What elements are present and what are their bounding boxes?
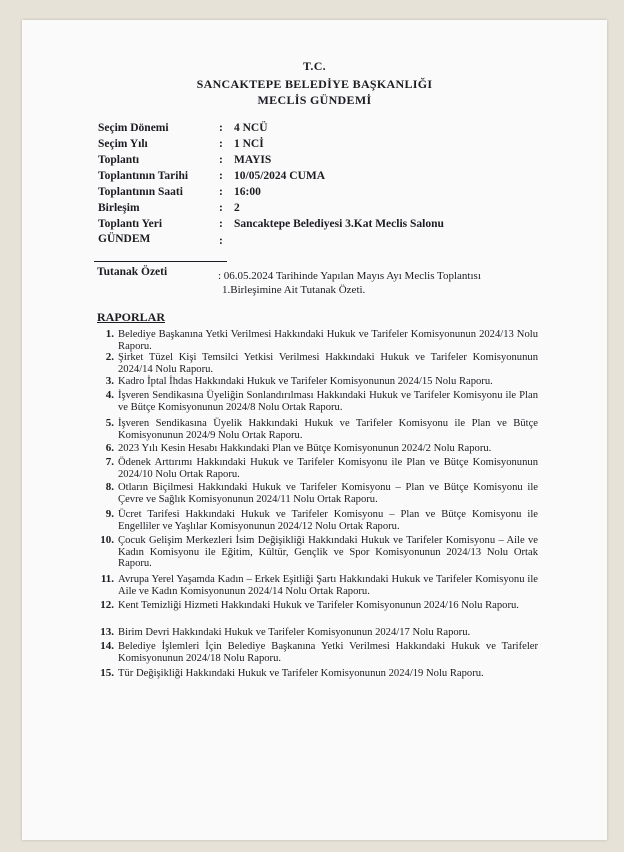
report-number: 5. bbox=[105, 417, 114, 429]
report-text: Kent Temizliği Hizmeti Hakkındaki Hukuk ve Tarifeler Komisyonunun 2024/16 Nolu Raporu. bbox=[118, 600, 519, 611]
document-page bbox=[22, 20, 607, 840]
meta-colon: : bbox=[219, 122, 223, 134]
tutanak-text-continued: 1.Birleşimine Ait Tutanak Özeti. bbox=[222, 284, 366, 296]
meta-label-gundem: GÜNDEM bbox=[98, 233, 151, 245]
meta-colon: : bbox=[219, 170, 223, 182]
tutanak-text: : 06.05.2024 Tarihinde Yapılan Mayıs Ayı Meclis Toplantısı bbox=[218, 270, 481, 282]
meta-value: 1 NCİ bbox=[234, 138, 264, 150]
meta-value: Sancaktepe Belediyesi 3.Kat Meclis Salonu bbox=[234, 218, 444, 230]
report-number: 2. bbox=[105, 351, 114, 363]
report-number: 10. bbox=[100, 534, 114, 546]
report-number: 1. bbox=[105, 328, 114, 340]
report-number: 15. bbox=[100, 667, 114, 679]
meta-colon: : bbox=[219, 235, 223, 247]
report-text: Ödenek Arttırımı Hakkındaki Hukuk ve Tarifeler Komisyonu ile Plan ve Bütçe Komisyonunun 2024/10 Nolu Ortak Raporu. bbox=[118, 457, 538, 480]
report-text: Belediye Başkanına Yetki Verilmesi Hakkındaki Hukuk ve Tarifeler Komisyonunun 2024/13 Nolu Raporu. bbox=[118, 329, 538, 352]
header-agenda-title: MECLİS GÜNDEMİ bbox=[257, 93, 372, 107]
report-number: 14. bbox=[100, 640, 114, 652]
report-number: 4. bbox=[105, 389, 114, 401]
report-number: 8. bbox=[105, 481, 114, 493]
meta-value: 10/05/2024 CUMA bbox=[234, 170, 326, 182]
meta-colon: : bbox=[219, 218, 223, 230]
report-number: 3. bbox=[105, 375, 114, 387]
header-tc: T.C. bbox=[303, 59, 326, 73]
report-text: Ücret Tarifesi Hakkındaki Hukuk ve Tarifeler Komisyonu – Plan ve Bütçe Komisyonu ile Engelliler ve Yaşlılar Komisyonunun 2024/12 Nolu Ortak Raporu. bbox=[118, 509, 538, 532]
report-text: Tür Değişikliği Hakkındaki Hukuk ve Tarifeler Komisyonunun 2024/19 Nolu Raporu. bbox=[118, 668, 484, 679]
report-text: Avrupa Yerel Yaşamda Kadın – Erkek Eşitliği Şartı Hakkındaki Hukuk ve Tarifeler Komisyonu ile Aile ve Kadın Komisyonunun 2024/14 Nolu Ortak Raporu. bbox=[118, 574, 538, 597]
meta-label: Toplantı bbox=[98, 154, 140, 166]
meta-label: Toplantının Saati bbox=[98, 186, 183, 198]
report-number: 13. bbox=[100, 626, 114, 638]
gundem-underline bbox=[94, 261, 227, 262]
meta-colon: : bbox=[219, 138, 223, 150]
meta-label: Toplantının Tarihi bbox=[98, 170, 189, 182]
report-text: İşveren Sendikasına Üyeliğin Sonlandırılması Hakkındaki Hukuk ve Tarifeler Komisyonu ile Plan ve Bütçe Komisyonunun 2024/8 Nolu Ortak Raporu. bbox=[118, 390, 538, 413]
report-number: 6. bbox=[105, 442, 114, 454]
meta-label: Seçim Yılı bbox=[98, 138, 148, 150]
meta-colon: : bbox=[219, 186, 223, 198]
report-text: Belediye İşlemleri İçin Belediye Başkanına Yetki Verilmesi Hakkındaki Hukuk ve Tarifeler Komisyonunun 2024/18 Nolu Raporu. bbox=[118, 641, 538, 664]
report-text: 2023 Yılı Kesin Hesabı Hakkındaki Plan ve Bütçe Komisyonunun 2024/2 Nolu Raporu. bbox=[118, 443, 492, 454]
tutanak-label: Tutanak Özeti bbox=[97, 266, 168, 278]
report-text: Şirket Tüzel Kişi Temsilci Yetkisi Verilmesi Hakkındaki Hukuk ve Tarifeler Komisyonunun 2024/14 Nolu Raporu. bbox=[118, 352, 538, 375]
report-number: 11. bbox=[100, 573, 114, 585]
meta-label: Birleşim bbox=[98, 202, 140, 214]
raporlar-heading: RAPORLAR bbox=[97, 310, 165, 324]
report-text: Çocuk Gelişim Merkezleri İsim Değişikliği Hakkındaki Hukuk ve Tarifeler Komisyonu – Aile ve Kadın Komisyonu ile Eğitim, Kültür, Gençlik ve Spor Komisyonunun 2024/13 Nolu Ortak Raporu. bbox=[118, 535, 538, 569]
report-text: Birim Devri Hakkındaki Hukuk ve Tarifeler Komisyonunun 2024/17 Nolu Raporu. bbox=[118, 627, 471, 638]
report-text: Otların Biçilmesi Hakkındaki Hukuk ve Tarifeler Komisyonu – Plan ve Bütçe Komisyonu ile Çevre ve Sağlık Komisyonunun 2024/11 Nolu Ortak Raporu. bbox=[118, 482, 538, 505]
meta-colon: : bbox=[219, 202, 223, 214]
meta-value: MAYIS bbox=[234, 154, 272, 166]
report-text: Kadro İptal İhdas Hakkındaki Hukuk ve Tarifeler Komisyonunun 2024/15 Nolu Raporu. bbox=[118, 376, 493, 387]
meta-value: 2 bbox=[234, 202, 240, 214]
report-text: İşveren Sendikasına Üyelik Hakkındaki Hukuk ve Tarifeler Komisyonu ile Plan ve Bütçe Komisyonunun 2024/9 Nolu Ortak Raporu. bbox=[118, 418, 538, 441]
report-number: 9. bbox=[105, 508, 114, 520]
header-municipality: SANCAKTEPE BELEDİYE BAŞKANLIĞI bbox=[196, 77, 433, 91]
meta-value: 4 NCÜ bbox=[234, 122, 268, 134]
meta-value: 16:00 bbox=[234, 186, 261, 198]
meta-colon: : bbox=[219, 154, 223, 166]
meta-label: Toplantı Yeri bbox=[98, 218, 163, 230]
meta-label: Seçim Dönemi bbox=[98, 122, 169, 134]
report-number: 12. bbox=[100, 599, 114, 611]
report-number: 7. bbox=[105, 456, 114, 468]
